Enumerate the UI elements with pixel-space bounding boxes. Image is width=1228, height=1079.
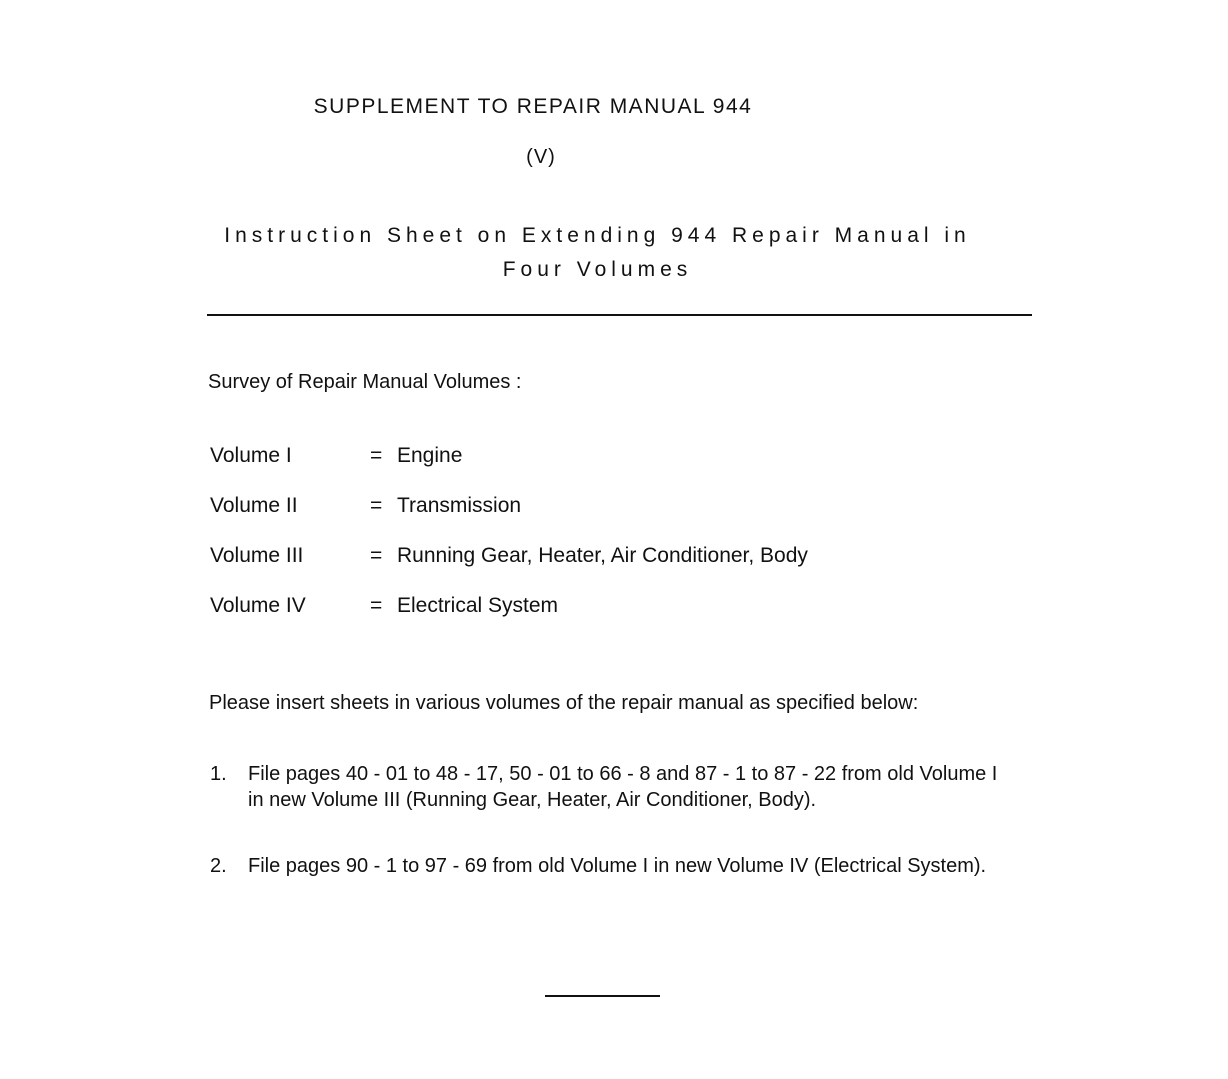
instructions-intro: Please insert sheets in various volumes of the repair manual as specified below: — [209, 692, 919, 714]
volume-equals: = — [370, 544, 383, 567]
volume-name: Volume I — [210, 444, 292, 467]
instruction-heading — [190, 219, 1005, 287]
instruction-item — [210, 853, 1010, 879]
item-text: File pages 90 - 1 to 97 - 69 from old Volume I in new Volume IV (Electrical System). — [248, 855, 987, 877]
instruction-list — [210, 761, 1010, 919]
end-divider — [545, 995, 660, 997]
volume-description: Transmission — [397, 494, 522, 517]
instruction-item — [210, 761, 1010, 813]
volume-description: Engine — [397, 444, 463, 467]
document-title: SUPPLEMENT TO REPAIR MANUAL 944 — [313, 95, 753, 118]
volume-name: Volume III — [210, 544, 304, 567]
item-number: 2. — [210, 855, 227, 877]
heading-line-1: Instruction Sheet on Extending 944 Repair Manual in — [224, 224, 971, 247]
item-text: File pages 40 - 01 to 48 - 17, 50 - 01 to 66 - 8 and 87 - 1 to 87 - 22 from old Volume I in new Volume III (Running Gear, Heater, Air Conditioner, Body). — [248, 763, 998, 811]
document-subtitle: (V) — [526, 146, 556, 168]
heading-line-2: Four Volumes — [502, 258, 693, 281]
volume-equals: = — [370, 444, 383, 467]
survey-heading: Survey of Repair Manual Volumes : — [208, 371, 522, 393]
heading-divider — [207, 314, 1032, 316]
volume-equals: = — [370, 494, 383, 517]
volume-name: Volume II — [210, 494, 298, 517]
volume-description: Running Gear, Heater, Air Conditioner, Body — [397, 544, 808, 567]
volume-name: Volume IV — [210, 594, 306, 617]
volume-description: Electrical System — [397, 594, 559, 617]
item-number: 1. — [210, 763, 227, 785]
volume-equals: = — [370, 594, 383, 617]
